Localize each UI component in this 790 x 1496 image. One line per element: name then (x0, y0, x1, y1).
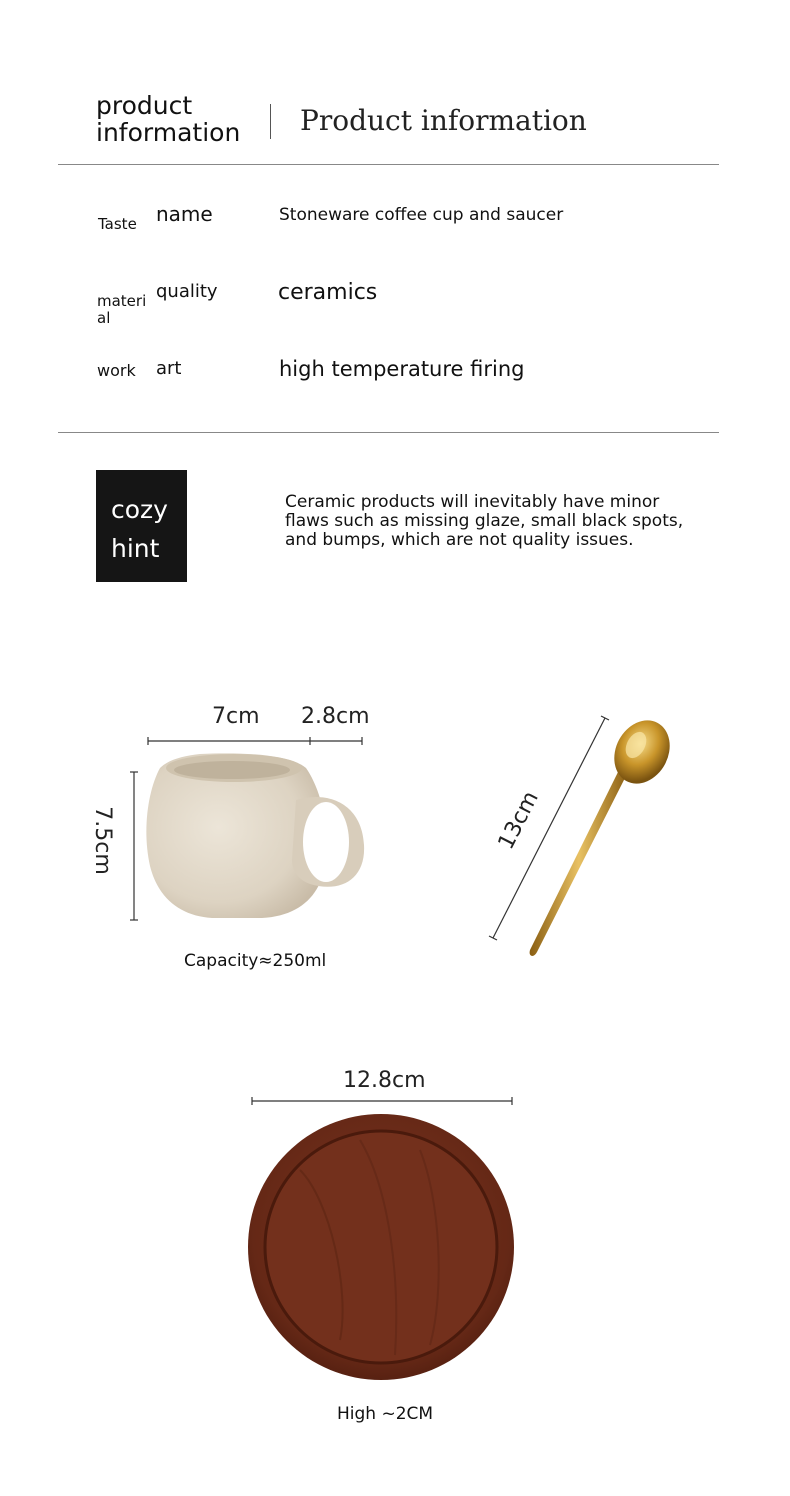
saucer-height-label: High ~2CM (337, 1404, 434, 1424)
spec-value-name: Stoneware coffee cup and saucer (279, 205, 564, 225)
spec-value-work: high temperature firing (279, 357, 525, 381)
spec-label-art: art (156, 358, 182, 379)
spec-value-material: ceramics (278, 280, 378, 305)
header-left-title: product information (96, 91, 241, 147)
cup-height-label: 7.5cm (89, 806, 115, 875)
spec-label-small-work: work (97, 361, 136, 380)
cup-handle-label: 2.8cm (301, 704, 370, 729)
spec-label-small-material: material (97, 292, 147, 327)
header-right-title: Product information (300, 104, 587, 137)
hint-note: Ceramic products will inevitably have minor flaws such as missing glaze, small black spots, and bumps, which are not quality issues. (285, 492, 684, 550)
cup-width-label: 7cm (212, 704, 260, 729)
cup-height-dimension (130, 772, 138, 920)
saucer-image (248, 1114, 514, 1380)
spec-label-quality: quality (156, 281, 218, 302)
cup-width-dimension (148, 737, 362, 745)
cozy-hint-line2: hint (111, 534, 160, 563)
saucer-diameter-label: 12.8cm (343, 1068, 426, 1093)
spec-label-name: name (156, 202, 213, 226)
cup-image (146, 753, 364, 918)
spec-label-small-name: Taste (98, 215, 137, 233)
cup-capacity-label: Capacity≈250ml (184, 951, 327, 971)
spoon-length-label: 13cm (493, 787, 544, 854)
spoon-image (530, 711, 681, 956)
saucer-dimension (252, 1097, 512, 1105)
cozy-hint-line1: cozy (111, 495, 168, 524)
